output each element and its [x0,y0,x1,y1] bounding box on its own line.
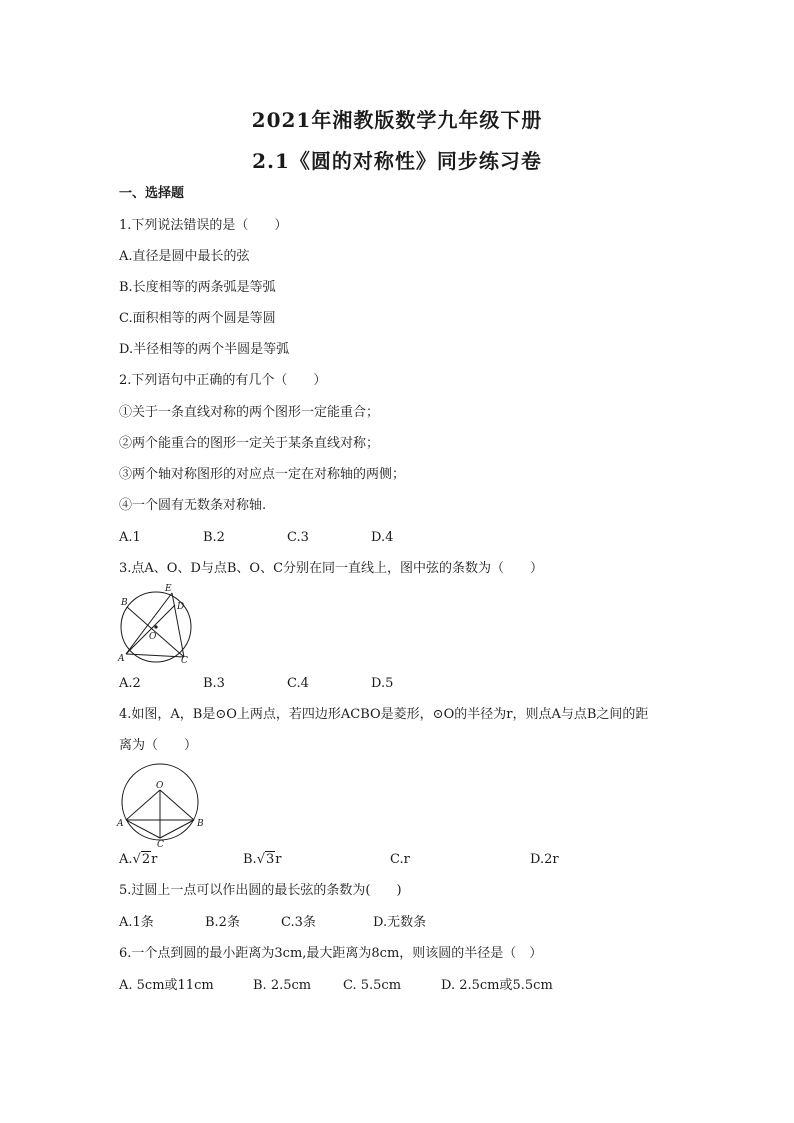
q1-option-d: D.半径相等的两个半圆是等弧 [119,342,290,357]
q4-option-b-suffix: r [275,852,282,867]
q2-statement-4: ④一个圆有无数条对称轴. [119,498,267,513]
q1-option-c: C.面积相等的两个圆是等圆 [119,311,276,326]
q3-option-b: B.3 [203,676,225,691]
q2-option-b: B.2 [203,530,225,545]
q4-option-a [119,851,157,869]
q1-option-b: B.长度相等的两条弧是等弧 [119,280,276,295]
sqrt-symbol: √3 [256,852,275,867]
q4-label-a: A [117,819,124,829]
q3-option-d: D.5 [371,676,394,691]
section-heading: 一、选择题 [119,186,185,201]
q5-stem: 5.过圆上一点可以作出圆的最长弦的条数为( ) [119,883,402,898]
q4-circle-diagram [114,760,210,848]
q3-option-c: C.4 [287,676,309,691]
q4-option-b-radicand: 3 [265,852,275,867]
q4-label-c: C [157,840,164,848]
q5-option-b: B.2条 [205,915,240,930]
q4-segment-ac [126,820,160,838]
q4-label-o: O [156,781,164,791]
q4-option-c: C.r [390,852,410,867]
q3-chord-ac [126,654,184,657]
q5-option-d: D.无数条 [373,915,427,930]
q2-option-c: C.3 [287,530,309,545]
q4-option-a-prefix: A. [119,852,133,867]
q2-option-a: A.1 [119,530,141,545]
sqrt-symbol: √2 [132,852,151,867]
q3-circle-diagram [114,583,204,665]
q4-segment-oa [126,790,160,820]
q3-label-e: E [165,584,172,594]
q6-option-d: D. 2.5cm或5.5cm [441,978,553,993]
q4-label-b: B [197,819,204,829]
q4-option-b [243,851,281,869]
q4-option-a-suffix: r [151,852,158,867]
q2-statement-2: ②两个能重合的图形一定关于某条直线对称； [119,436,380,451]
q3-center-point [154,625,157,628]
q5-option-c: C.3条 [281,915,316,930]
worksheet-subtitle: 2.1《圆的对称性》同步练习卷 [252,149,542,173]
q6-option-c: C. 5.5cm [343,978,402,993]
q3-option-a: A.2 [119,676,141,691]
q6-option-a: A. 5cm或11cm [119,978,214,993]
q5-option-a: A.1条 [119,915,154,930]
q2-statement-1: ①关于一条直线对称的两个图形一定能重合； [119,405,380,420]
q3-label-c: C [181,656,188,665]
q1-option-a: A.直径是圆中最长的弦 [119,249,250,264]
q3-label-o: O [149,632,157,642]
q2-option-d: D.4 [371,530,394,545]
q3-stem: 3.点A、O、D与点B、O、C分别在同一直线上，图中弦的条数为（ ） [119,561,544,576]
q3-label-a: A [118,654,125,664]
q1-stem: 1.下列说法错误的是（ ） [119,218,288,233]
q4-option-a-radicand: 2 [141,852,151,867]
q4-option-d: D.2r [530,852,559,867]
q4-segment-bc [160,820,194,838]
q2-statement-3: ③两个轴对称图形的对应点一定在对称轴的两侧； [119,467,406,482]
q4-stem-line-1: 4.如图，A，B是⊙O上两点，若四边形ACBO是菱形，⊙O的半径为r，则点A与点B之间的距 [119,707,649,722]
q4-segment-ob [160,790,194,820]
q4-option-b-prefix: B. [243,852,257,867]
q6-option-b: B. 2.5cm [253,978,312,993]
q3-label-d: D [177,602,185,612]
q3-label-b: B [121,598,128,608]
q4-stem-line-2: 离为（ ） [119,738,198,753]
q3-chord-ea [126,593,172,654]
worksheet-title: 2021年湘教版数学九年级下册 [251,108,543,132]
q6-stem: 6.一个点到圆的最小距离为3cm,最大距离为8cm，则该圆的半径是（ ） [119,946,543,961]
q2-stem: 2.下列语句中正确的有几个（ ） [119,373,327,388]
